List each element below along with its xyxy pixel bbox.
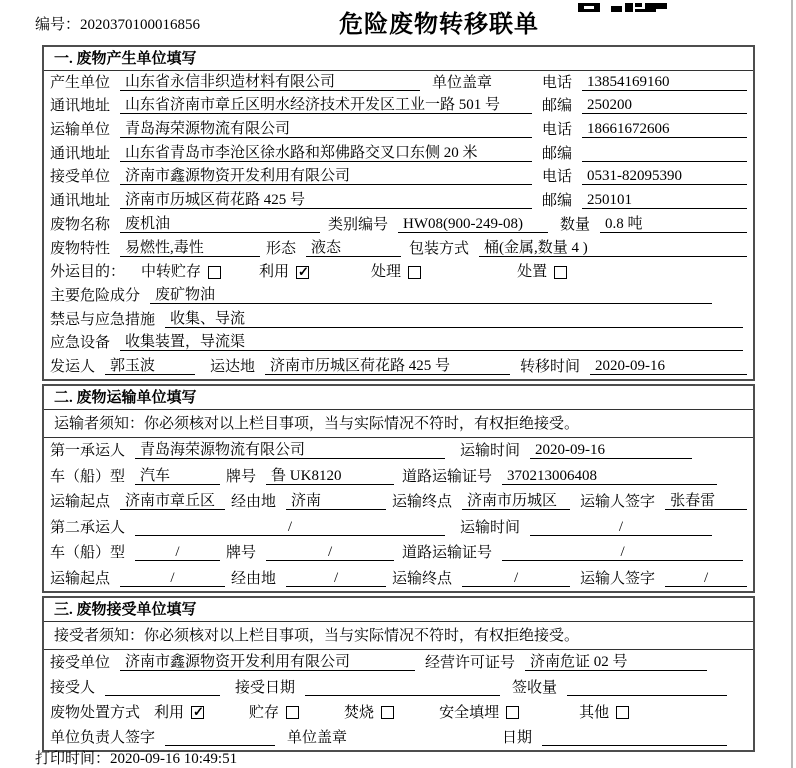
acceptor-value bbox=[105, 680, 220, 696]
checkbox-treat-label: 处理 bbox=[371, 264, 402, 281]
via-value: 济南 bbox=[286, 493, 386, 510]
destination-label: 运达地 bbox=[210, 358, 256, 375]
date-value bbox=[542, 730, 727, 746]
origin-value: 济南市章丘区 bbox=[120, 493, 225, 510]
doc-number-label: 编号： bbox=[35, 17, 81, 33]
license-value: 济南危证 02 号 bbox=[525, 654, 707, 671]
road-permit-label: 道路运输证号 bbox=[402, 545, 493, 562]
checkbox-landfill-label: 安全填埋 bbox=[439, 704, 500, 721]
first-carrier-label: 第一承运人 bbox=[50, 443, 126, 460]
checkbox-storage-label: 贮存 bbox=[249, 704, 280, 721]
print-time-label: 打印时间： bbox=[35, 751, 111, 767]
form-row bbox=[50, 675, 747, 700]
plate-label: 牌号 bbox=[226, 468, 257, 485]
endpoint-label: 运输终点 bbox=[392, 570, 453, 587]
phone-label: 电话 bbox=[541, 169, 572, 186]
page-edge-line bbox=[791, 0, 793, 768]
plate-value: 鲁 UK8120 bbox=[266, 468, 394, 485]
checkbox-transit-storage-box bbox=[208, 266, 221, 279]
first-carrier-value: 青岛海荣源物流有限公司 bbox=[135, 442, 445, 459]
vehicle-type-value: 汽车 bbox=[135, 468, 220, 485]
endpoint-label: 运输终点 bbox=[392, 494, 453, 511]
second-carrier-label: 第二承运人 bbox=[50, 519, 126, 536]
transporter-unit-label: 运输单位 bbox=[50, 122, 111, 139]
form-row bbox=[50, 261, 747, 285]
plate-value-2: / bbox=[266, 544, 394, 561]
form-row bbox=[50, 189, 747, 213]
accept-date-value bbox=[305, 680, 500, 696]
producer-unit-label: 产生单位 bbox=[50, 74, 111, 91]
section-receiver bbox=[42, 596, 755, 752]
producer-phone-value: 13854169160 bbox=[582, 74, 747, 91]
responsible-signature-value bbox=[165, 730, 275, 746]
form-row bbox=[50, 438, 747, 464]
emergency-measure-label: 禁忌与应急措施 bbox=[50, 311, 156, 328]
checkbox-incinerate-box bbox=[381, 706, 394, 719]
checkbox-transit-storage-label: 中转贮存 bbox=[141, 264, 202, 281]
plate-label: 牌号 bbox=[226, 545, 257, 562]
checkbox-utilize-2 bbox=[154, 705, 204, 721]
unit-seal-label: 单位盖章 bbox=[287, 729, 348, 746]
transfer-date-value: 2020-09-16 bbox=[590, 358, 747, 375]
phone-label: 电话 bbox=[541, 122, 572, 139]
hazard-component-value: 废矿物油 bbox=[150, 287, 712, 304]
emergency-equipment-value: 收集装置，导流渠 bbox=[120, 334, 743, 351]
section-transporter bbox=[42, 384, 755, 593]
form-row bbox=[50, 489, 747, 515]
checkbox-dispose-box bbox=[554, 266, 567, 279]
receiver-postcode-value: 250101 bbox=[582, 192, 747, 209]
origin-value-2: / bbox=[120, 570, 225, 587]
postcode-label: 邮编 bbox=[541, 193, 572, 210]
accept-unit-value: 济南市鑫源物资开发利用有限公司 bbox=[120, 654, 415, 671]
qr-code-fragment bbox=[578, 0, 668, 18]
second-carrier-value: / bbox=[135, 519, 445, 536]
form-row bbox=[50, 118, 747, 142]
checkbox-treat bbox=[371, 264, 421, 280]
via-value-2: / bbox=[286, 570, 386, 587]
emergency-measure-value: 收集、导流 bbox=[165, 311, 743, 328]
acceptor-label: 接受人 bbox=[50, 679, 96, 696]
form-row bbox=[50, 463, 747, 489]
form-row bbox=[50, 514, 747, 540]
transport-date-value: 2020-09-16 bbox=[530, 442, 692, 459]
transport-date-value-2: / bbox=[530, 519, 712, 536]
vehicle-type-label: 车（船）型 bbox=[50, 468, 126, 485]
form-row bbox=[50, 650, 747, 675]
quantity-value: 0.8 吨 bbox=[600, 216, 747, 233]
producer-unit-value: 山东省永信非织造材料有限公司 bbox=[120, 74, 420, 91]
accept-date-label: 接受日期 bbox=[235, 679, 296, 696]
responsible-signature-label: 单位负责人签字 bbox=[50, 729, 156, 746]
form-row bbox=[50, 237, 747, 261]
carrier-signature-value-2: / bbox=[665, 570, 747, 587]
producer-address-value: 山东省济南市章丘区明水经济技术开发区工业一路 501 号 bbox=[120, 97, 532, 114]
unit-seal-label: 单位盖章 bbox=[432, 74, 493, 91]
form-value: 液态 bbox=[306, 240, 401, 257]
checkbox-transit-storage bbox=[141, 264, 221, 280]
receiver-unit-label: 接受单位 bbox=[50, 169, 111, 186]
checkbox-utilize bbox=[259, 264, 309, 280]
origin-label: 运输起点 bbox=[50, 494, 111, 511]
hazard-component-label: 主要危险成分 bbox=[50, 287, 141, 304]
category-code-label: 类别编号 bbox=[328, 216, 389, 233]
packaging-value: 桶(金属,数量 4 ) bbox=[479, 240, 747, 257]
vehicle-type-value-2: / bbox=[135, 544, 220, 561]
received-amount-value bbox=[567, 680, 727, 696]
phone-label: 电话 bbox=[541, 74, 572, 91]
transporter-phone-value: 18661672606 bbox=[582, 121, 747, 138]
form-row bbox=[50, 71, 747, 95]
section-producer bbox=[42, 45, 755, 381]
form-row bbox=[50, 332, 747, 356]
waste-name-value: 废机油 bbox=[120, 216, 320, 233]
form-row bbox=[50, 213, 747, 237]
road-permit-value-2: / bbox=[502, 544, 743, 561]
checkbox-other-box bbox=[616, 706, 629, 719]
packaging-label: 包装方式 bbox=[409, 240, 470, 257]
license-label: 经营许可证号 bbox=[425, 654, 516, 671]
checkbox-utilize-2-box bbox=[191, 706, 204, 719]
transporter-unit-value: 青岛海荣源物流有限公司 bbox=[120, 121, 532, 138]
form-sections bbox=[42, 45, 755, 752]
receiver-phone-value: 0531-82095390 bbox=[582, 168, 747, 185]
transporter-address-value: 山东省青岛市李沧区徐水路和郑佛路交叉口东侧 20 米 bbox=[120, 145, 532, 162]
checkbox-utilize-2-label: 利用 bbox=[154, 704, 185, 721]
waste-name-label: 废物名称 bbox=[50, 216, 111, 233]
road-permit-value: 370213006408 bbox=[502, 468, 717, 485]
form-row bbox=[50, 142, 747, 166]
waste-property-value: 易燃性,毒性 bbox=[120, 240, 260, 257]
checkbox-other bbox=[579, 705, 629, 721]
category-code-value: HW08(900-249-08) bbox=[398, 216, 548, 233]
form-row bbox=[50, 540, 747, 566]
receiver-unit-value: 济南市鑫源物资开发利用有限公司 bbox=[120, 168, 532, 185]
section-title-receiver: 三. 废物接受单位填写 bbox=[44, 598, 753, 622]
form-row bbox=[50, 95, 747, 119]
quantity-label: 数量 bbox=[560, 216, 591, 233]
accept-unit-label: 接受单位 bbox=[50, 654, 111, 671]
postcode-label: 邮编 bbox=[541, 98, 572, 115]
date-label: 日期 bbox=[501, 729, 532, 746]
print-time-value: 2020-09-16 10:49:51 bbox=[110, 751, 238, 767]
checkbox-incinerate bbox=[344, 705, 394, 721]
carrier-signature-value: 张春雷 bbox=[665, 493, 747, 510]
doc-number-value: 2020370100016856 bbox=[80, 17, 201, 33]
receiver-address-value: 济南市历城区荷花路 425 号 bbox=[120, 192, 532, 209]
transporter-notice: 运输者须知：你必须核对以上栏目事项，当与实际情况不符时，有权拒绝接受。 bbox=[44, 410, 753, 438]
checkbox-other-label: 其他 bbox=[579, 704, 610, 721]
endpoint-value: 济南市历城区 bbox=[462, 493, 570, 510]
form-row bbox=[50, 700, 747, 725]
checkbox-dispose-label: 处置 bbox=[517, 264, 548, 281]
transporter-postcode-value bbox=[582, 146, 747, 162]
vehicle-type-label: 车（船）型 bbox=[50, 545, 126, 562]
form-row bbox=[50, 355, 747, 379]
print-time bbox=[35, 747, 237, 768]
checkbox-storage-box bbox=[286, 706, 299, 719]
checkbox-landfill-box bbox=[506, 706, 519, 719]
road-permit-label: 道路运输证号 bbox=[402, 468, 493, 485]
transfer-date-label: 转移时间 bbox=[520, 358, 581, 375]
section-title-producer: 一. 废物产生单位填写 bbox=[44, 47, 753, 71]
page-title: 危险废物转移联单 bbox=[339, 12, 539, 38]
carrier-signature-label: 运输人签字 bbox=[580, 494, 656, 511]
receiver-address-label: 通讯地址 bbox=[50, 193, 111, 210]
transport-date-label: 运输时间 bbox=[460, 443, 521, 460]
waste-property-label: 废物特性 bbox=[50, 240, 111, 257]
endpoint-value-2: / bbox=[462, 570, 570, 587]
form-row bbox=[50, 308, 747, 332]
origin-label: 运输起点 bbox=[50, 570, 111, 587]
producer-postcode-value: 250200 bbox=[582, 97, 747, 114]
shipper-label: 发运人 bbox=[50, 358, 96, 375]
section-title-transporter: 二. 废物运输单位填写 bbox=[44, 386, 753, 410]
form-row bbox=[50, 166, 747, 190]
checkbox-utilize-label: 利用 bbox=[259, 264, 290, 281]
checkbox-utilize-box bbox=[296, 266, 309, 279]
disposal-method-label: 废物处置方式 bbox=[50, 704, 141, 721]
transport-date-label: 运输时间 bbox=[460, 519, 521, 536]
checkbox-treat-box bbox=[408, 266, 421, 279]
checkbox-incinerate-label: 焚烧 bbox=[344, 704, 375, 721]
destination-value: 济南市历城区荷花路 425 号 bbox=[265, 358, 510, 375]
receiver-notice: 接受者须知：你必须核对以上栏目事项，当与实际情况不符时，有权拒绝接受。 bbox=[44, 622, 753, 650]
transporter-address-label: 通讯地址 bbox=[50, 145, 111, 162]
producer-address-label: 通讯地址 bbox=[50, 98, 111, 115]
received-amount-label: 签收量 bbox=[512, 679, 558, 696]
postcode-label: 邮编 bbox=[541, 145, 572, 162]
emergency-equipment-label: 应急设备 bbox=[50, 335, 111, 352]
via-label: 经由地 bbox=[231, 494, 277, 511]
transfer-purpose-label: 外运目的： bbox=[50, 264, 126, 281]
form-label: 形态 bbox=[266, 240, 297, 257]
form-row bbox=[50, 565, 747, 591]
carrier-signature-label: 运输人签字 bbox=[580, 570, 656, 587]
checkbox-landfill bbox=[439, 705, 519, 721]
checkbox-dispose bbox=[517, 264, 567, 280]
checkbox-storage bbox=[249, 705, 299, 721]
form-row bbox=[50, 284, 747, 308]
shipper-value: 郭玉波 bbox=[105, 358, 195, 375]
via-label: 经由地 bbox=[231, 570, 277, 587]
